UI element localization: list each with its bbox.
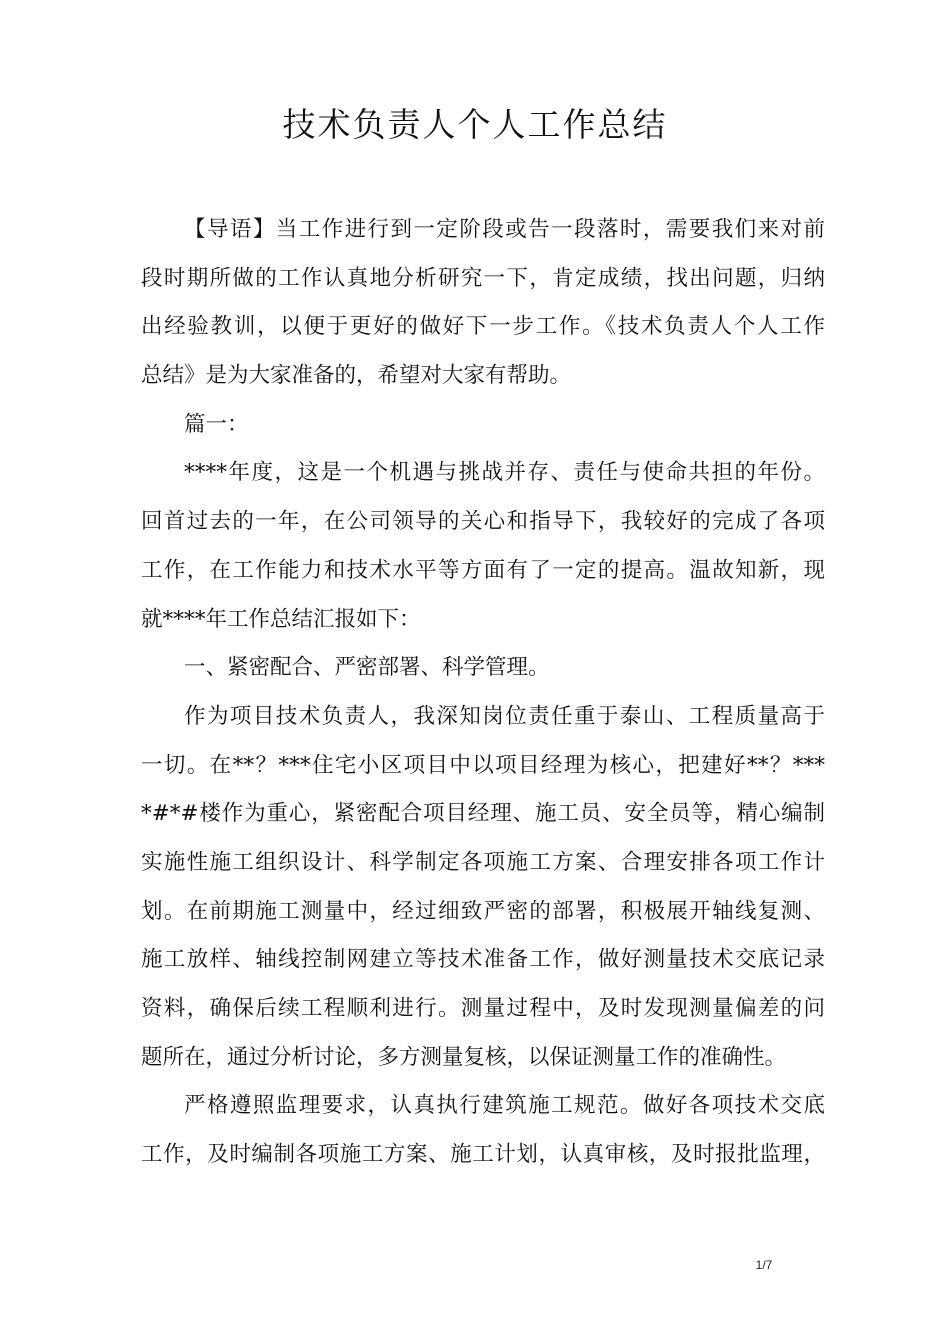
section-heading: 篇一： — [184, 411, 249, 437]
paragraph-line: 就****年工作总结汇报如下： — [141, 606, 421, 632]
document-title: 技术负责人个人工作总结 — [282, 105, 668, 144]
paragraph-line: 回首过去的一年，在公司领导的关心和指导下，我较好的完成了各项 — [141, 509, 825, 535]
paragraph-line: 作为项目技术负责人，我深知岗位责任重于泰山、工程质量高于 — [184, 703, 825, 729]
paragraph-line: 一切。在**？***住宅小区项目中以项目经理为核心，把建好**？*** — [141, 752, 825, 778]
paragraph-line: 严格遵照监理要求，认真执行建筑施工规范。做好各项技术交底 — [184, 1093, 825, 1119]
paragraph-line: 总结》是为大家准备的，希望对大家有帮助。 — [141, 363, 572, 389]
paragraph-line: 工作，及时编制各项施工方案、施工计划，认真审核，及时报批监理， — [141, 1142, 825, 1168]
section-heading: 一、紧密配合、严密部署、科学管理。 — [184, 655, 550, 681]
paragraph-line: 【导语】当工作进行到一定阶段或告一段落时，需要我们来对前 — [184, 217, 825, 242]
page-number: 1/7 — [755, 1258, 773, 1272]
paragraph-line: 题所在，通过分析讨论，多方测量复核，以保证测量工作的准确性。 — [141, 1044, 787, 1070]
paragraph-line: 施工放样、轴线控制网建立等技术准备工作，做好测量技术交底记录 — [141, 947, 825, 973]
paragraph-line: *#*#楼作为重心，紧密配合项目经理、施工员、安全员等，精心编制 — [141, 801, 825, 827]
paragraph-line: 出经验教训，以便于更好的做好下一步工作。《技术负责人个人工作 — [141, 314, 825, 340]
document-body — [141, 206, 825, 1180]
paragraph-line: ****年度，这是一个机遇与挑战并存、责任与使命共担的年份。 — [184, 460, 825, 486]
paragraph-line: 段时期所做的工作认真地分析研究一下，肯定成绩，找出问题，归纳 — [141, 265, 825, 291]
paragraph-line: 实施性施工组织设计、科学制定各项施工方案、合理安排各项工作计 — [141, 849, 825, 875]
paragraph-line: 划。在前期施工测量中，经过细致严密的部署，积极展开轴线复测、 — [141, 898, 825, 924]
paragraph-line: 工作，在工作能力和技术水平等方面有了一定的提高。温故知新，现 — [141, 557, 825, 583]
paragraph-line: 资料，确保后续工程顺利进行。测量过程中，及时发现测量偏差的问 — [141, 996, 825, 1021]
